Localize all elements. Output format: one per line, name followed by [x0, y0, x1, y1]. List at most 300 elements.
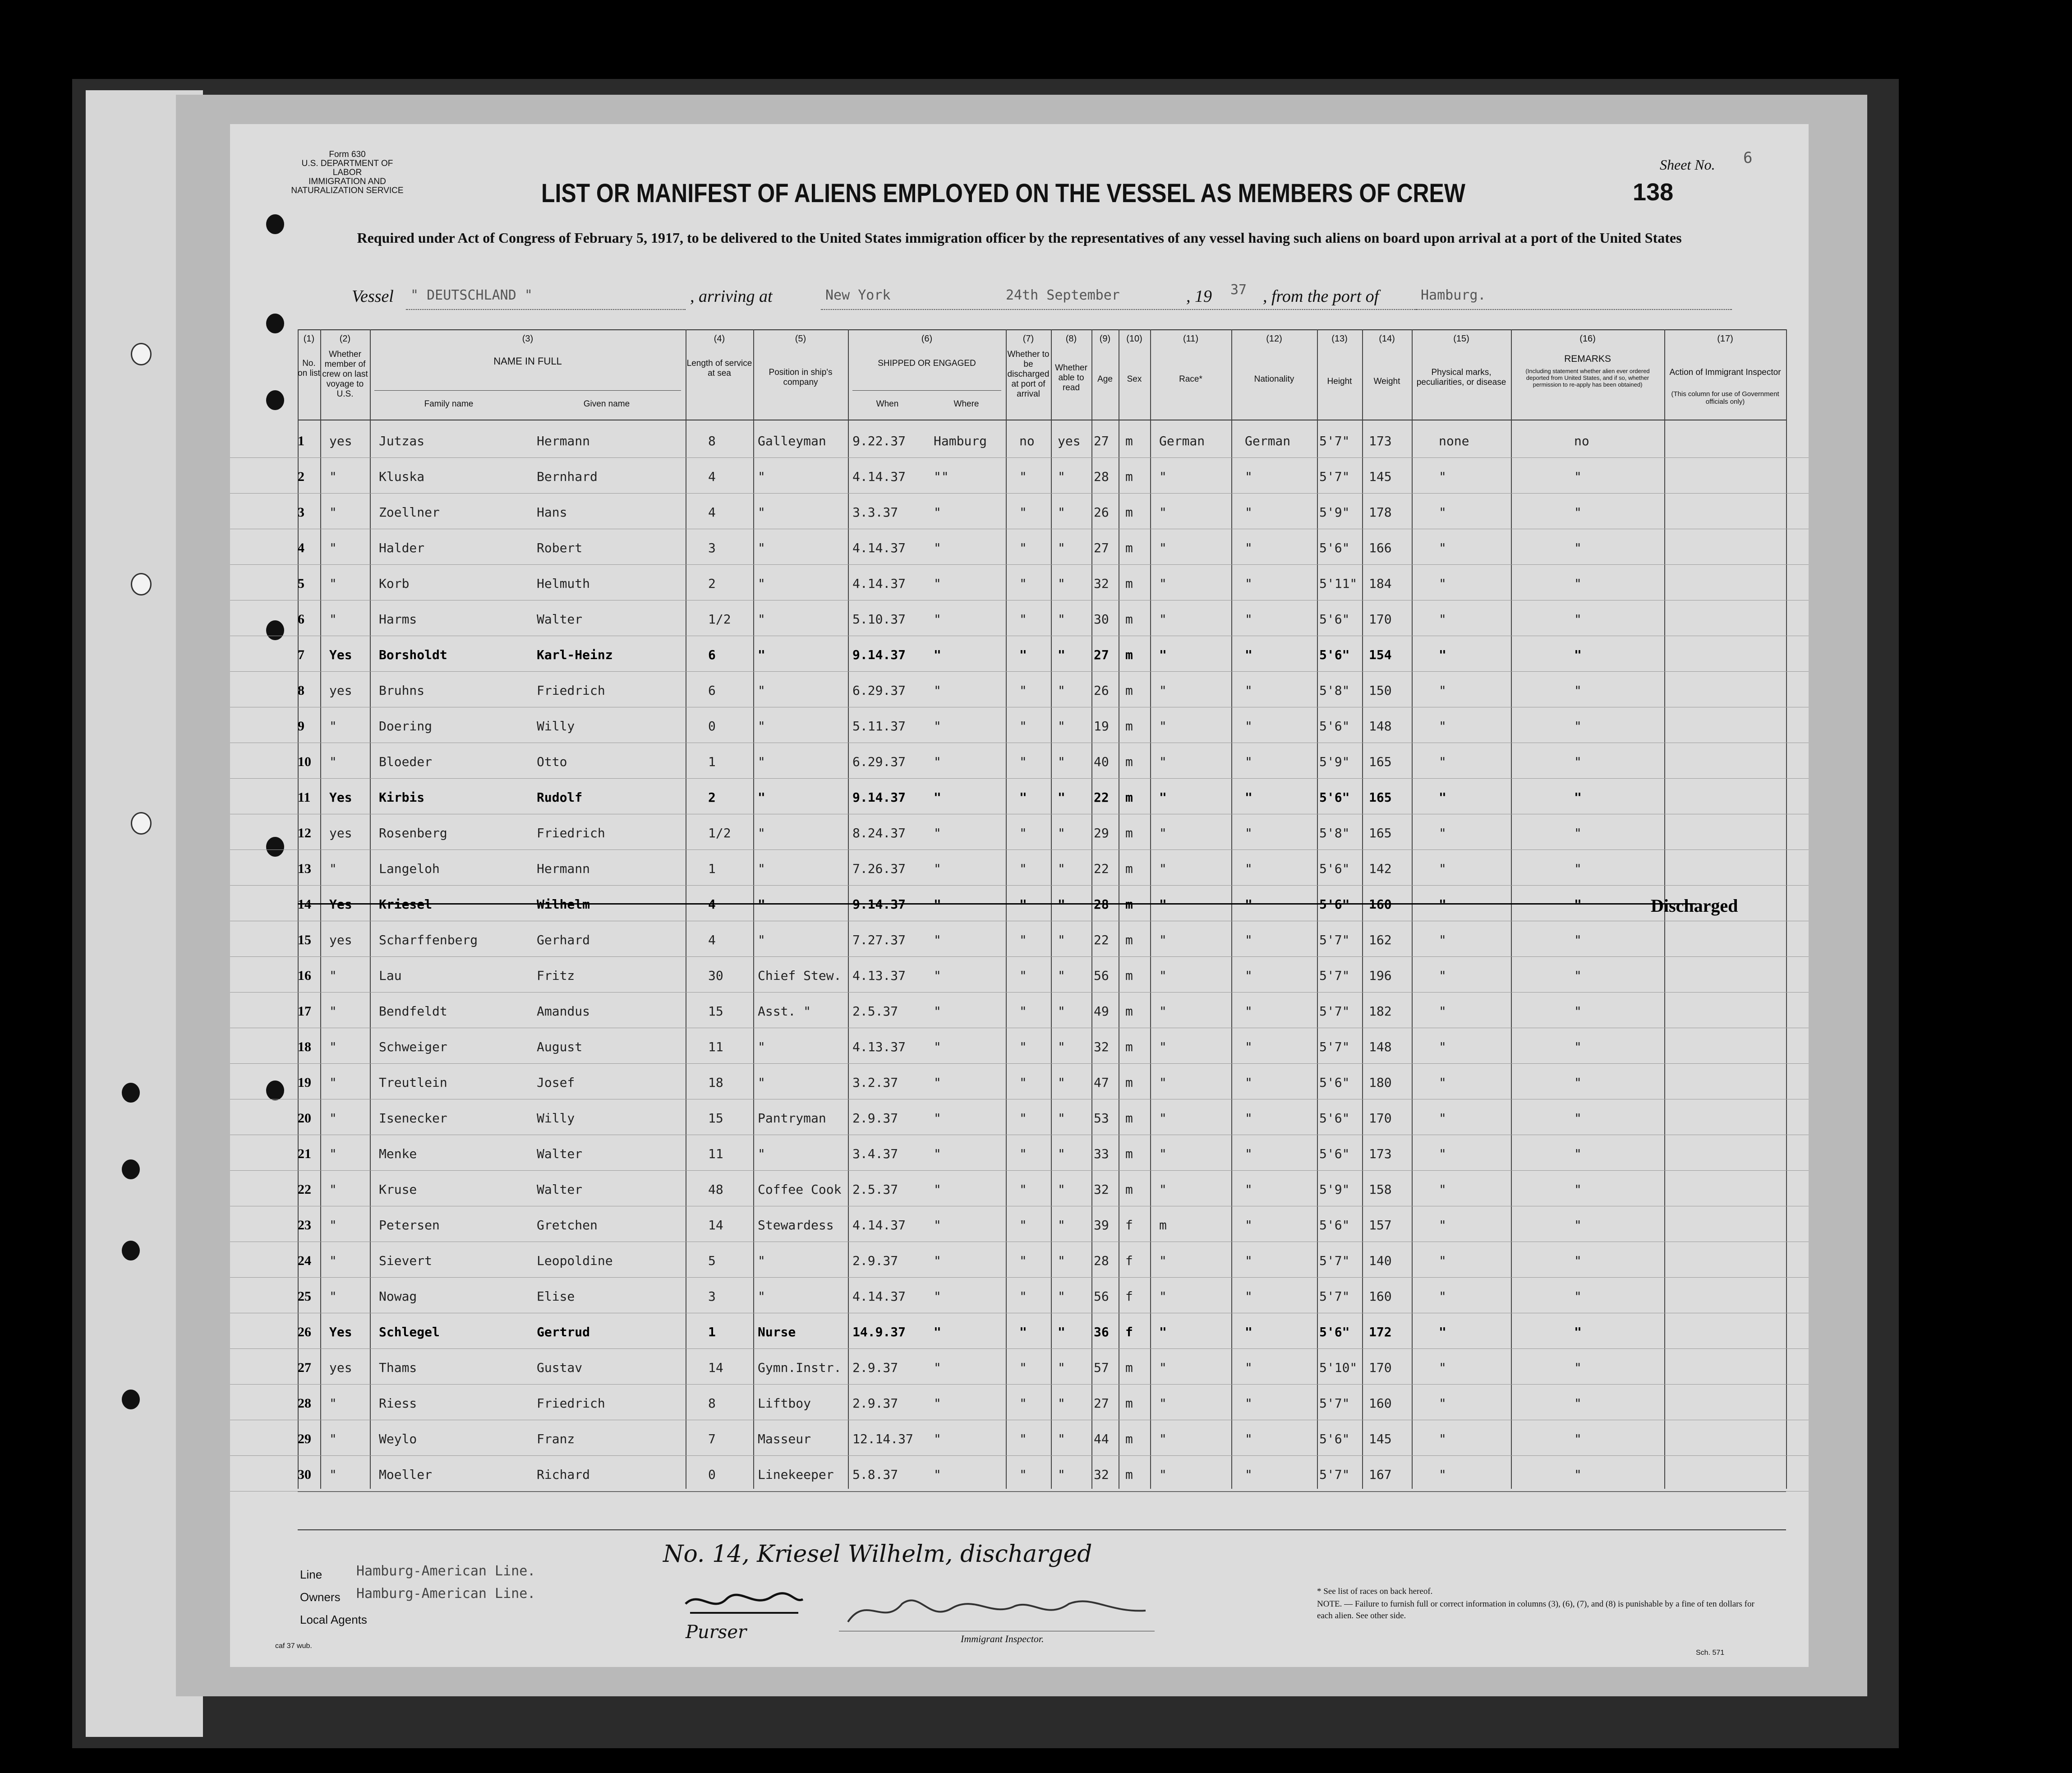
- cell-shipped-where: ": [934, 719, 941, 734]
- cell-race: ": [1159, 1075, 1167, 1090]
- cell-able-to-read: ": [1058, 1253, 1065, 1268]
- cell-physical-marks: ": [1439, 1182, 1446, 1197]
- cell-row-number: 6: [298, 612, 304, 627]
- cell-able-to-read: ": [1058, 1289, 1065, 1304]
- cell-race: ": [1159, 1396, 1167, 1411]
- cell-physical-marks: ": [1439, 861, 1446, 876]
- cell-able-to-read: ": [1058, 968, 1065, 983]
- cell-race: ": [1159, 683, 1167, 698]
- cell-given-name: Fritz: [537, 968, 575, 983]
- cell-able-to-read: ": [1058, 1325, 1065, 1339]
- cell-weight: 154: [1369, 647, 1392, 662]
- cell-physical-marks: ": [1439, 1253, 1446, 1268]
- cell-able-to-read: ": [1058, 933, 1065, 947]
- cell-age: 47: [1094, 1075, 1109, 1090]
- cell-service-length: 1: [708, 1325, 716, 1339]
- cell-able-to-read: ": [1058, 1004, 1065, 1019]
- cell-position: Gymn.Instr.: [758, 1360, 842, 1375]
- cell-sex: m: [1125, 1182, 1133, 1197]
- cell-shipped-where: ": [934, 1431, 941, 1446]
- cell-height: 5'6": [1319, 719, 1350, 734]
- cell-remarks: ": [1574, 1396, 1582, 1411]
- penalty-note: NOTE. — Failure to furnish full or correct information in columns (3), (6), (7), and (8) is punishable by a fine of ten dollars for each alien. See other side.: [1317, 1599, 1754, 1621]
- cell-nationality: ": [1245, 1182, 1252, 1197]
- cell-sex: m: [1125, 968, 1133, 983]
- cell-race: ": [1159, 1039, 1167, 1054]
- cell-nationality: ": [1245, 505, 1252, 520]
- cell-age: 57: [1094, 1360, 1109, 1375]
- cell-shipped-when: 12.14.37: [852, 1431, 913, 1446]
- cell-nationality: ": [1245, 1218, 1252, 1233]
- cell-service-length: 0: [708, 1467, 716, 1482]
- cell-family-name: Harms: [379, 612, 417, 627]
- cell-nationality: ": [1245, 1360, 1252, 1375]
- cell-prev-voyage: ": [329, 1467, 337, 1482]
- cell-nationality: ": [1245, 1467, 1252, 1482]
- cell-row-number: 24: [298, 1253, 311, 1268]
- cell-family-name: Korb: [379, 576, 410, 591]
- col-header-race: Race*: [1179, 374, 1202, 384]
- cell-height: 5'7": [1319, 1004, 1350, 1019]
- cell-prev-voyage: ": [329, 754, 337, 769]
- cell-service-length: 1: [708, 861, 716, 876]
- cell-discharged: ": [1019, 933, 1027, 947]
- cell-discharged: ": [1019, 1360, 1027, 1375]
- cell-sex: m: [1125, 1146, 1133, 1161]
- cell-height: 5'9": [1319, 505, 1350, 520]
- cell-discharged: ": [1019, 1396, 1027, 1411]
- cell-physical-marks: ": [1439, 897, 1446, 912]
- cell-family-name: Doering: [379, 719, 433, 734]
- cell-race: ": [1159, 968, 1167, 983]
- cell-family-name: Kriesel: [379, 897, 433, 912]
- cell-age: 49: [1094, 1004, 1109, 1019]
- vessel-label: Vessel: [352, 287, 394, 306]
- sheet-number: 6: [1743, 149, 1753, 167]
- cell-race: German: [1159, 434, 1205, 448]
- cell-family-name: Sievert: [379, 1253, 433, 1268]
- cell-age: 32: [1094, 1467, 1109, 1482]
- cell-physical-marks: ": [1439, 1467, 1446, 1482]
- cell-discharged: ": [1019, 1039, 1027, 1054]
- cell-row-number: 17: [298, 1004, 311, 1019]
- cell-family-name: Zoellner: [379, 505, 440, 520]
- cell-height: 5'6": [1319, 1431, 1350, 1446]
- cell-discharged: ": [1019, 1075, 1027, 1090]
- cell-service-length: 8: [708, 434, 716, 448]
- cell-given-name: Leopoldine: [537, 1253, 613, 1268]
- cell-prev-voyage: ": [329, 861, 337, 876]
- cell-nationality: ": [1245, 897, 1252, 912]
- cell-service-length: 4: [708, 505, 716, 520]
- cell-discharged: ": [1019, 1182, 1027, 1197]
- table-row: [230, 1455, 1809, 1491]
- col-header-where: Where: [953, 399, 979, 409]
- cell-weight: 165: [1369, 754, 1392, 769]
- cell-given-name: Josef: [537, 1075, 575, 1090]
- cell-sex: m: [1125, 754, 1133, 769]
- table-row: [230, 1135, 1809, 1171]
- cell-weight: 173: [1369, 1146, 1392, 1161]
- cell-family-name: Kirbis: [379, 790, 425, 805]
- cell-able-to-read: ": [1058, 1360, 1065, 1375]
- cell-age: 27: [1094, 434, 1109, 448]
- cell-race: ": [1159, 897, 1167, 912]
- cell-row-number: 15: [298, 933, 311, 947]
- col-header-sex: Sex: [1127, 374, 1142, 384]
- agents-label: Local Agents: [300, 1613, 367, 1626]
- table-top-rule: [298, 329, 1786, 330]
- cell-row-number: 10: [298, 754, 311, 769]
- cell-inspector-action: Discharged: [1651, 896, 1738, 916]
- cell-given-name: Willy: [537, 719, 575, 734]
- cell-nationality: ": [1245, 1289, 1252, 1304]
- binding-hole: [131, 343, 152, 365]
- cell-able-to-read: ": [1058, 1431, 1065, 1446]
- cell-weight: 182: [1369, 1004, 1392, 1019]
- table-row: [230, 1170, 1809, 1206]
- cell-age: 27: [1094, 1396, 1109, 1411]
- cell-race: ": [1159, 933, 1167, 947]
- cell-prev-voyage: Yes: [329, 897, 352, 912]
- cell-physical-marks: ": [1439, 1360, 1446, 1375]
- cell-remarks: ": [1574, 861, 1582, 876]
- cell-prev-voyage: yes: [329, 683, 352, 698]
- cell-row-number: 19: [298, 1075, 311, 1090]
- cell-weight: 172: [1369, 1325, 1392, 1339]
- races-note: * See list of races on back hereof.: [1317, 1587, 1433, 1596]
- cell-able-to-read: ": [1058, 647, 1065, 662]
- cell-height: 5'7": [1319, 434, 1350, 448]
- cell-family-name: Riess: [379, 1396, 417, 1411]
- cell-able-to-read: ": [1058, 469, 1065, 484]
- cell-able-to-read: ": [1058, 1111, 1065, 1126]
- binding-hole: [266, 314, 284, 333]
- cell-shipped-where: ": [934, 576, 941, 591]
- cell-height: 5'6": [1319, 540, 1350, 555]
- cell-shipped-when: 9.14.37: [852, 897, 906, 912]
- col-num: (1): [303, 334, 315, 344]
- cell-row-number: 25: [298, 1289, 311, 1304]
- cell-discharged: ": [1019, 576, 1027, 591]
- cell-position: ": [758, 1146, 765, 1161]
- cell-row-number: 27: [298, 1360, 311, 1375]
- cell-age: 22: [1094, 933, 1109, 947]
- col-header-shipped: SHIPPED OR ENGAGED: [878, 359, 976, 368]
- cell-prev-voyage: ": [329, 1431, 337, 1446]
- col-header-action-note: (This column for use of Government officials only): [1671, 390, 1779, 406]
- cell-physical-marks: ": [1439, 968, 1446, 983]
- cell-row-number: 8: [298, 683, 304, 698]
- cell-nationality: ": [1245, 683, 1252, 698]
- cell-able-to-read: yes: [1058, 434, 1081, 448]
- cell-service-length: 6: [708, 647, 716, 662]
- cell-discharged: ": [1019, 612, 1027, 627]
- table-row: [230, 885, 1809, 921]
- cell-physical-marks: ": [1439, 719, 1446, 734]
- col-num: (6): [921, 334, 933, 344]
- table-row: [230, 671, 1809, 707]
- cell-prev-voyage: ": [329, 1218, 337, 1233]
- cell-weight: 145: [1369, 469, 1392, 484]
- cell-sex: m: [1125, 505, 1133, 520]
- cell-shipped-where: ": [934, 683, 941, 698]
- cell-position: ": [758, 826, 765, 840]
- cell-prev-voyage: yes: [329, 826, 352, 840]
- col-header-marks: Physical marks, peculiarities, or disease: [1416, 368, 1506, 387]
- cell-discharged: ": [1019, 897, 1027, 912]
- cell-row-number: 22: [298, 1182, 311, 1197]
- arrival-date: 24th September: [1006, 287, 1120, 303]
- cell-nationality: German: [1245, 434, 1291, 448]
- page-title: LIST OR MANIFEST OF ALIENS EMPLOYED ON THE VESSEL AS MEMBERS OF CREW: [541, 179, 1465, 208]
- cell-shipped-when: 5.10.37: [852, 612, 906, 627]
- cell-weight: 184: [1369, 576, 1392, 591]
- cell-service-length: 15: [708, 1004, 723, 1019]
- cell-nationality: ": [1245, 1325, 1252, 1339]
- cell-sex: m: [1125, 1431, 1133, 1446]
- table-row: [230, 1063, 1809, 1099]
- cell-shipped-when: 5.8.37: [852, 1467, 898, 1482]
- cell-shipped-where: ": [934, 1146, 941, 1161]
- cell-physical-marks: ": [1439, 1218, 1446, 1233]
- cell-given-name: Friedrich: [537, 826, 605, 840]
- cell-age: 22: [1094, 861, 1109, 876]
- cell-remarks: ": [1574, 1075, 1582, 1090]
- table-row: [230, 743, 1809, 779]
- cell-weight: 145: [1369, 1431, 1392, 1446]
- cell-nationality: ": [1245, 1111, 1252, 1126]
- cell-age: 56: [1094, 1289, 1109, 1304]
- cell-position: Masseur: [758, 1431, 811, 1446]
- cell-height: 5'6": [1319, 1325, 1350, 1339]
- cell-prev-voyage: ": [329, 1075, 337, 1090]
- cell-family-name: Treutlein: [379, 1075, 447, 1090]
- cell-given-name: Gerhard: [537, 933, 590, 947]
- cell-row-number: 9: [298, 719, 304, 734]
- cell-shipped-where: ": [934, 1111, 941, 1126]
- cell-shipped-where: ": [934, 1075, 941, 1090]
- cell-shipped-where: ": [934, 505, 941, 520]
- cell-discharged: ": [1019, 861, 1027, 876]
- cell-height: 5'6": [1319, 1111, 1350, 1126]
- cell-nationality: ": [1245, 933, 1252, 947]
- cell-height: 5'7": [1319, 1253, 1350, 1268]
- cell-race: ": [1159, 1360, 1167, 1375]
- cell-sex: m: [1125, 469, 1133, 484]
- cell-sex: f: [1125, 1289, 1133, 1304]
- table-row: [230, 992, 1809, 1028]
- owners-label: Owners: [300, 1590, 341, 1604]
- cell-physical-marks: ": [1439, 469, 1446, 484]
- cell-remarks: ": [1574, 1039, 1582, 1054]
- shipped-divider: [852, 390, 1001, 391]
- cell-position: ": [758, 719, 765, 734]
- from-dotline: [1416, 309, 1732, 310]
- cell-race: ": [1159, 1182, 1167, 1197]
- name-divider: [374, 390, 681, 391]
- cell-age: 30: [1094, 612, 1109, 627]
- cell-position: ": [758, 790, 765, 805]
- cell-sex: f: [1125, 1253, 1133, 1268]
- cell-position: ": [758, 933, 765, 947]
- col-header-age: Age: [1097, 374, 1113, 384]
- cell-row-number: 18: [298, 1039, 311, 1054]
- cell-row-number: 11: [298, 790, 311, 805]
- cell-given-name: Friedrich: [537, 683, 605, 698]
- cell-race: ": [1159, 790, 1167, 805]
- cell-family-name: Borsholdt: [379, 647, 447, 662]
- cell-sex: m: [1125, 790, 1133, 805]
- cell-position: Liftboy: [758, 1396, 811, 1411]
- line-value: Hamburg-American Line.: [356, 1563, 536, 1579]
- cell-race: ": [1159, 612, 1167, 627]
- cell-family-name: Langeloh: [379, 861, 440, 876]
- cell-shipped-when: 4.14.37: [852, 469, 906, 484]
- col-header-nationality: Nationality: [1254, 374, 1294, 384]
- cell-shipped-when: 7.27.37: [852, 933, 906, 947]
- cell-family-name: Jutzas: [379, 434, 425, 448]
- cell-able-to-read: ": [1058, 1075, 1065, 1090]
- cell-position: Pantryman: [758, 1111, 826, 1126]
- cell-position: Stewardess: [758, 1218, 834, 1233]
- cell-age: 39: [1094, 1218, 1109, 1233]
- cell-height: 5'6": [1319, 647, 1350, 662]
- cell-prev-voyage: ": [329, 968, 337, 983]
- table-row: [230, 707, 1809, 743]
- cell-shipped-when: 2.9.37: [852, 1253, 898, 1268]
- cell-weight: 148: [1369, 1039, 1392, 1054]
- cell-weight: 160: [1369, 1396, 1392, 1411]
- cell-row-number: 4: [298, 540, 304, 555]
- cell-family-name: Schweiger: [379, 1039, 447, 1054]
- cell-weight: 157: [1369, 1218, 1392, 1233]
- cell-weight: 160: [1369, 897, 1392, 912]
- cell-remarks: ": [1574, 683, 1582, 698]
- cell-weight: 170: [1369, 1111, 1392, 1126]
- cell-service-length: 4: [708, 933, 716, 947]
- cell-position: ": [758, 1039, 765, 1054]
- cell-family-name: Isenecker: [379, 1111, 447, 1126]
- vessel-name: " DEUTSCHLAND ": [410, 287, 533, 303]
- cell-age: 33: [1094, 1146, 1109, 1161]
- table-row: [230, 814, 1809, 850]
- cell-given-name: Wilhelm: [537, 897, 590, 912]
- col-num: (11): [1183, 334, 1199, 344]
- cell-family-name: Lau: [379, 968, 402, 983]
- cell-physical-marks: ": [1439, 826, 1446, 840]
- cell-position: ": [758, 505, 765, 520]
- cell-remarks: ": [1574, 1218, 1582, 1233]
- cell-row-number: 13: [298, 861, 311, 876]
- cell-discharged: ": [1019, 1218, 1027, 1233]
- cell-position: ": [758, 469, 765, 484]
- cell-height: 5'6": [1319, 790, 1350, 805]
- cell-prev-voyage: ": [329, 576, 337, 591]
- cell-nationality: ": [1245, 1431, 1252, 1446]
- cell-physical-marks: ": [1439, 1004, 1446, 1019]
- col-num: (8): [1065, 334, 1077, 344]
- cell-shipped-when: 4.13.37: [852, 1039, 906, 1054]
- cell-position: ": [758, 1289, 765, 1304]
- col-header-family: Family name: [424, 399, 474, 409]
- cell-nationality: ": [1245, 1075, 1252, 1090]
- col-header-remarks: REMARKS: [1564, 354, 1611, 364]
- cell-remarks: ": [1574, 826, 1582, 840]
- cell-prev-voyage: ": [329, 1182, 337, 1197]
- cell-sex: m: [1125, 933, 1133, 947]
- col-num: (17): [1717, 334, 1733, 344]
- cell-shipped-where: ": [934, 1467, 941, 1482]
- cell-remarks: ": [1574, 505, 1582, 520]
- cell-remarks: ": [1574, 540, 1582, 555]
- cell-prev-voyage: ": [329, 612, 337, 627]
- cell-discharged: ": [1019, 790, 1027, 805]
- cell-sex: m: [1125, 1039, 1133, 1054]
- cell-remarks: ": [1574, 1467, 1582, 1482]
- cell-prev-voyage: yes: [329, 1360, 352, 1375]
- cell-row-number: 7: [298, 647, 304, 662]
- table-row: [230, 529, 1809, 565]
- cell-physical-marks: ": [1439, 1396, 1446, 1411]
- cell-family-name: Bendfeldt: [379, 1004, 447, 1019]
- cell-height: 5'7": [1319, 933, 1350, 947]
- col-header-when: When: [876, 399, 899, 409]
- from-label: , from the port of: [1263, 287, 1379, 306]
- departure-port: Hamburg.: [1421, 287, 1486, 303]
- cell-family-name: Kruse: [379, 1182, 417, 1197]
- cell-service-length: 3: [708, 540, 716, 555]
- cell-remarks: no: [1574, 434, 1589, 448]
- col-header-given: Given name: [583, 399, 630, 409]
- cell-age: 28: [1094, 469, 1109, 484]
- cell-remarks: ": [1574, 719, 1582, 734]
- cell-remarks: ": [1574, 1111, 1582, 1126]
- cell-service-length: 6: [708, 683, 716, 698]
- cell-race: ": [1159, 647, 1167, 662]
- cell-age: 26: [1094, 683, 1109, 698]
- cell-nationality: ": [1245, 1396, 1252, 1411]
- cell-prev-voyage: Yes: [329, 1325, 352, 1339]
- cell-remarks: ": [1574, 647, 1582, 662]
- cell-shipped-where: ": [934, 1004, 941, 1019]
- cell-height: 5'7": [1319, 968, 1350, 983]
- col-header-height: Height: [1327, 377, 1352, 386]
- cell-family-name: Moeller: [379, 1467, 433, 1482]
- year-label: , 19: [1186, 287, 1212, 306]
- table-row: [230, 1206, 1809, 1242]
- cell-row-number: 29: [298, 1431, 311, 1446]
- table-row: [230, 493, 1809, 529]
- cell-prev-voyage: Yes: [329, 790, 352, 805]
- col-num: (2): [339, 334, 351, 344]
- cell-family-name: Schlegel: [379, 1325, 440, 1339]
- cell-remarks: ": [1574, 968, 1582, 983]
- cell-service-length: 30: [708, 968, 723, 983]
- cell-given-name: Elise: [537, 1289, 575, 1304]
- cell-row-number: 30: [298, 1467, 311, 1482]
- cell-race: ": [1159, 505, 1167, 520]
- cell-race: ": [1159, 719, 1167, 734]
- cell-row-number: 21: [298, 1146, 311, 1161]
- cell-remarks: ": [1574, 1431, 1582, 1446]
- cell-able-to-read: ": [1058, 1146, 1065, 1161]
- cell-able-to-read: ": [1058, 1039, 1065, 1054]
- cell-physical-marks: ": [1439, 1146, 1446, 1161]
- cell-nationality: ": [1245, 1039, 1252, 1054]
- cell-weight: 162: [1369, 933, 1392, 947]
- cell-shipped-when: 7.26.37: [852, 861, 906, 876]
